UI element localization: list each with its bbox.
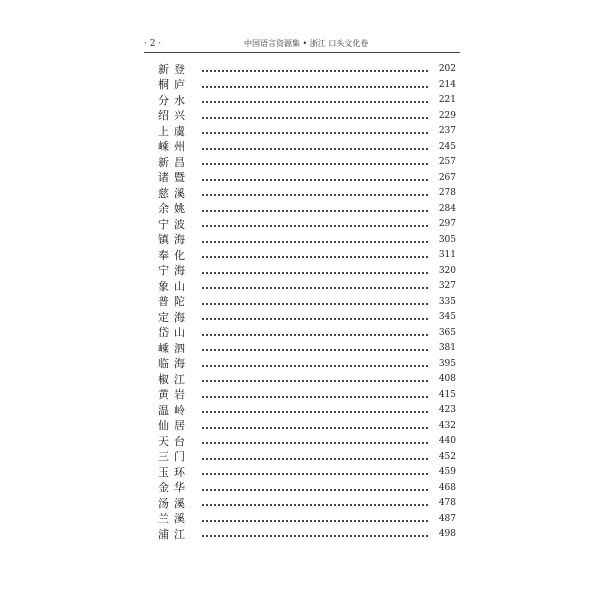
toc-entry[interactable]: [158, 434, 456, 450]
toc-entry-page: 452: [438, 451, 456, 462]
toc-entry-label: 宁海: [158, 264, 190, 278]
toc-entry[interactable]: [158, 496, 456, 512]
toc-entry-label: 上虞: [158, 124, 190, 138]
toc-entry[interactable]: [158, 109, 456, 125]
toc-leader-dots: [202, 179, 428, 181]
toc-leader-dots: [202, 303, 428, 305]
toc-entry-page: 415: [438, 389, 456, 400]
toc-entry[interactable]: [158, 171, 456, 187]
toc-leader-dots: [202, 489, 428, 491]
toc-entry[interactable]: [158, 78, 456, 94]
toc-entry-page: 468: [438, 482, 456, 493]
toc-entry[interactable]: [158, 512, 456, 528]
toc-entry-label: 黄岩: [158, 388, 190, 402]
toc-entry-page: 327: [438, 281, 456, 291]
toc-leader-dots: [202, 411, 428, 413]
toc-entry-page: 432: [438, 420, 456, 431]
toc-entry-page: 459: [438, 467, 456, 477]
toc-leader-dots: [202, 287, 428, 289]
toc-leader-dots: [202, 427, 428, 429]
toc-entry-label: 普陀: [158, 295, 190, 309]
toc-entry[interactable]: [158, 295, 456, 311]
toc-entry-page: 237: [438, 126, 456, 136]
toc-leader-dots: [202, 272, 428, 274]
toc-entry[interactable]: [158, 155, 456, 171]
toc-entry-page: 202: [438, 64, 456, 74]
toc-leader-dots: [202, 334, 428, 336]
toc-entry-label: 诸暨: [158, 171, 190, 185]
toc-entry[interactable]: [158, 465, 456, 481]
toc-entry[interactable]: [158, 481, 456, 497]
toc-leader-dots: [202, 148, 428, 150]
toc-entry-page: 284: [438, 203, 456, 214]
toc-leader-dots: [202, 210, 428, 212]
running-title: 中国语言资源集 • 浙江 口头文化卷: [244, 39, 369, 48]
toc-entry-label: 汤溪: [158, 496, 190, 510]
toc-entry-page: 478: [438, 498, 456, 508]
toc-entry-page: 335: [438, 296, 456, 307]
toc-entry-label: 嵊泗: [158, 341, 190, 355]
toc-leader-dots: [202, 349, 428, 351]
toc-entry[interactable]: [158, 93, 456, 109]
toc-entry-label: 嵊州: [158, 140, 190, 154]
toc-entry-label: 镇海: [158, 233, 190, 247]
toc-entry-page: 305: [438, 234, 456, 245]
toc-entry-label: 温岭: [158, 403, 190, 417]
toc-entry-page: 229: [438, 110, 456, 121]
toc-entry-label: 临海: [158, 357, 190, 371]
toc-leader-dots: [202, 132, 428, 134]
toc-entry-page: 395: [438, 358, 456, 369]
toc-entry-label: 象山: [158, 279, 190, 293]
toc-entry-label: 兰溪: [158, 512, 190, 526]
toc-entry-page: 267: [438, 172, 456, 183]
toc-entry-label: 慈溪: [158, 186, 190, 200]
toc-entry-label: 绍兴: [158, 109, 190, 123]
toc-leader-dots: [202, 163, 428, 165]
toc-entry[interactable]: [158, 140, 456, 156]
toc-entry-page: 245: [438, 141, 456, 152]
toc-leader-dots: [202, 117, 428, 119]
toc-entry-label: 新昌: [158, 155, 190, 169]
toc-entry-label: 余姚: [158, 202, 190, 216]
toc-entry-page: 487: [438, 513, 456, 524]
toc-entry-page: 221: [438, 95, 456, 105]
toc-entry-label: 金华: [158, 481, 190, 495]
toc-entry-page: 214: [438, 79, 456, 90]
toc-entry[interactable]: [158, 450, 456, 466]
toc-entry-label: 天台: [158, 434, 190, 448]
toc-entry-label: 岱山: [158, 326, 190, 340]
toc-leader-dots: [202, 225, 428, 227]
header-rule: [144, 52, 460, 53]
toc-leader-dots: [202, 473, 428, 475]
toc-leader-dots: [202, 101, 428, 103]
toc-entry[interactable]: [158, 233, 456, 249]
toc-entry-label: 椒江: [158, 372, 190, 386]
toc-leader-dots: [202, 520, 428, 522]
toc-entry[interactable]: [158, 124, 456, 140]
toc-entry-label: 玉环: [158, 465, 190, 479]
toc-leader-dots: [202, 380, 428, 382]
toc-entry[interactable]: [158, 279, 456, 295]
toc-entry[interactable]: [158, 419, 456, 435]
toc-leader-dots: [202, 256, 428, 258]
toc-entry-page: 320: [438, 265, 456, 276]
toc-entry-page: 345: [438, 312, 456, 322]
toc-entry[interactable]: [158, 217, 456, 233]
toc-entry-page: 365: [438, 327, 456, 338]
toc-leader-dots: [202, 396, 428, 398]
toc-entry-page: 297: [438, 219, 456, 229]
toc-entry[interactable]: [158, 186, 456, 202]
toc-entry-page: 423: [438, 405, 456, 415]
toc-entry-page: 498: [438, 529, 456, 539]
toc-entry-label: 桐庐: [158, 78, 190, 92]
toc-entry[interactable]: [158, 341, 456, 357]
toc-entry-label: 新登: [158, 62, 190, 76]
toc-leader-dots: [202, 442, 428, 444]
toc-entry[interactable]: [158, 326, 456, 342]
toc-entry-page: 311: [438, 250, 456, 260]
toc-leader-dots: [202, 504, 428, 506]
toc-entry[interactable]: [158, 248, 456, 264]
toc-entry-label: 奉化: [158, 248, 190, 262]
toc-entry[interactable]: [158, 202, 456, 218]
toc-leader-dots: [202, 241, 428, 243]
toc-entry[interactable]: [158, 357, 456, 373]
toc-leader-dots: [202, 70, 428, 72]
toc-entry[interactable]: [158, 527, 456, 543]
toc-leader-dots: [202, 86, 428, 88]
toc-entry-page: 381: [438, 343, 456, 353]
toc-entry[interactable]: [158, 310, 456, 326]
table-of-contents: [158, 62, 456, 543]
toc-leader-dots: [202, 365, 428, 367]
toc-entry-page: 257: [438, 157, 456, 167]
toc-leader-dots: [202, 458, 428, 460]
toc-entry-page: 408: [438, 374, 456, 384]
toc-entry-page: 278: [438, 188, 456, 198]
toc-entry[interactable]: [158, 372, 456, 388]
toc-entry[interactable]: [158, 62, 456, 78]
toc-entry-label: 浦江: [158, 527, 190, 541]
toc-entry-label: 仙居: [158, 419, 190, 433]
toc-leader-dots: [202, 194, 428, 196]
toc-entry[interactable]: [158, 403, 456, 419]
toc-entry[interactable]: [158, 388, 456, 404]
page-number: · 2 ·: [144, 39, 162, 49]
toc-entry-label: 宁波: [158, 217, 190, 231]
toc-entry-page: 440: [438, 436, 456, 446]
toc-entry-label: 定海: [158, 310, 190, 324]
toc-entry-label: 三门: [158, 450, 190, 464]
toc-leader-dots: [202, 535, 428, 537]
toc-entry[interactable]: [158, 264, 456, 280]
toc-entry-label: 分水: [158, 93, 190, 107]
toc-leader-dots: [202, 318, 428, 320]
